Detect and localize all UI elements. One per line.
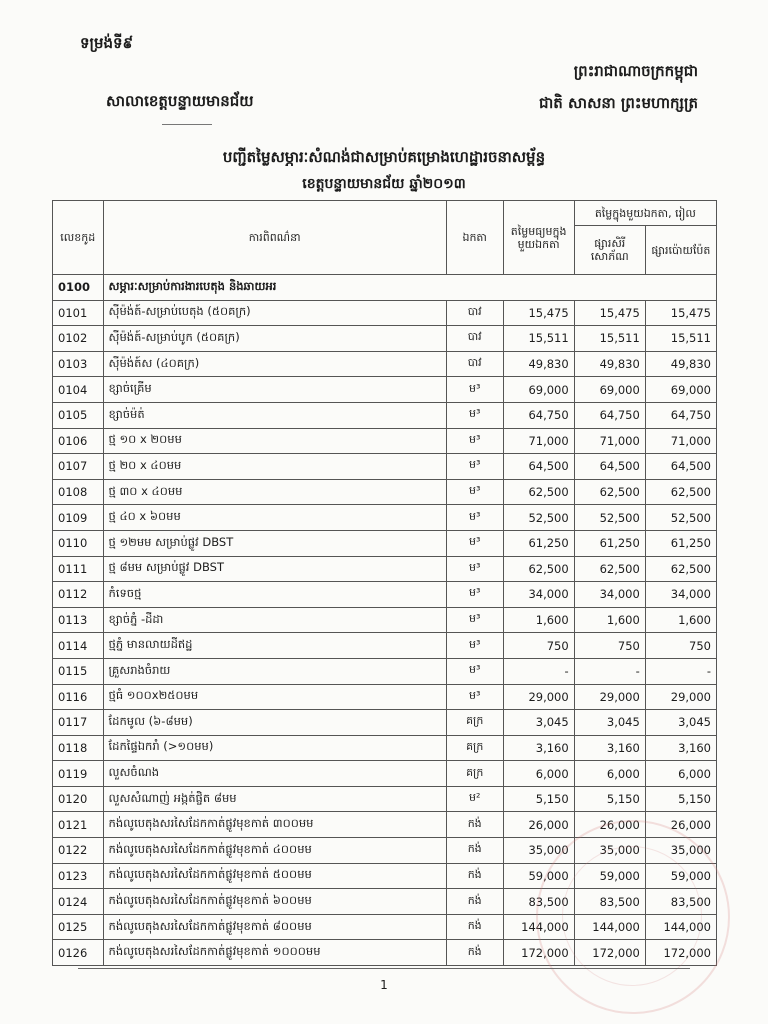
row-description: ដែកផ្ទៃឯករាំ (>១០មម) [103, 735, 446, 761]
row-market-1-price: 62,500 [574, 479, 645, 505]
row-description: ខ្សាច់ម៉ត់ [103, 402, 446, 428]
row-average-price: 34,000 [503, 582, 574, 608]
row-description: កង់លូបេតុងសរសៃដែកកាត់ផ្លូវមុខកាត់ ៣០០មម [103, 812, 446, 838]
row-market-1-price: 49,830 [574, 351, 645, 377]
row-description: ខ្សាច់ភ្នំ -ដីដា [103, 607, 446, 633]
kingdom-heading: ព្រះរាជាណាចក្រកម្ពុជា [573, 62, 698, 80]
row-average-price: 52,500 [503, 505, 574, 531]
row-average-price: 64,500 [503, 454, 574, 480]
row-average-price: 6,000 [503, 761, 574, 787]
row-description: កង់លូបេតុងសរសៃដែកកាត់ផ្លូវមុខកាត់ ១០០០មម [103, 940, 446, 966]
table-row [53, 300, 717, 326]
table-row [53, 402, 717, 428]
row-unit: គក្រ [446, 710, 503, 736]
row-average-price: 5,150 [503, 786, 574, 812]
row-market-1-price: 34,000 [574, 582, 645, 608]
row-code: 0120 [53, 786, 104, 812]
row-description: កង់លូបេតុងសរសៃដែកកាត់ផ្លូវមុខកាត់ ៦០០មម [103, 889, 446, 915]
row-unit: ម³ [446, 530, 503, 556]
row-code: 0117 [53, 710, 104, 736]
row-market-2-price: - [645, 658, 716, 684]
row-code: 0116 [53, 684, 104, 710]
row-market-1-price: 64,500 [574, 454, 645, 480]
row-market-2-price: 15,511 [645, 326, 716, 352]
row-unit: គក្រ [446, 761, 503, 787]
row-market-1-price: 52,500 [574, 505, 645, 531]
document-title: បញ្ជីតម្លៃសម្ភារៈសំណង់ជាសម្រាប់គម្រោងហេដ្ឋារចនាសម្ព័ន្ធ [222, 148, 546, 166]
row-unit: គក្រ [446, 735, 503, 761]
row-average-price: 1,600 [503, 607, 574, 633]
department-name: សាលាខេត្តបន្ទាយមានជ័យ [106, 92, 254, 110]
row-code: 0121 [53, 812, 104, 838]
column-description: ការពិពណ៌នា [103, 201, 446, 275]
row-description: កំទេចថ្ម [103, 582, 446, 608]
row-market-2-price: 144,000 [645, 914, 716, 940]
row-market-2-price: 1,600 [645, 607, 716, 633]
row-description: កង់លូបេតុងសរសៃដែកកាត់ផ្លូវមុខកាត់ ៤០០មម [103, 838, 446, 864]
column-unit: ឯកតា [446, 201, 503, 275]
table-row [53, 735, 717, 761]
row-market-2-price: 35,000 [645, 838, 716, 864]
row-unit: ម³ [446, 556, 503, 582]
row-market-2-price: 750 [645, 633, 716, 659]
table-row [53, 351, 717, 377]
row-code: 0103 [53, 351, 104, 377]
row-market-2-price: 15,475 [645, 300, 716, 326]
row-market-2-price: 69,000 [645, 377, 716, 403]
row-market-2-price: 62,500 [645, 556, 716, 582]
header-divider [162, 124, 212, 125]
row-code: 0124 [53, 889, 104, 915]
row-unit: ម³ [446, 658, 503, 684]
table-row [53, 914, 717, 940]
row-unit: បាវ [446, 351, 503, 377]
row-market-1-price: 5,150 [574, 786, 645, 812]
row-unit: ម³ [446, 454, 503, 480]
row-unit: ម³ [446, 377, 503, 403]
table-row [53, 428, 717, 454]
row-average-price: 62,500 [503, 556, 574, 582]
row-market-1-price: 172,000 [574, 940, 645, 966]
row-market-2-price: 52,500 [645, 505, 716, 531]
row-market-2-price: 26,000 [645, 812, 716, 838]
row-description: ថ្ម ១០ x ២០មម [103, 428, 446, 454]
row-market-2-price: 64,500 [645, 454, 716, 480]
row-average-price: 62,500 [503, 479, 574, 505]
document-subtitle: ខេត្តបន្ទាយមានជ័យ ឆ្នាំ២០១៣ [302, 176, 466, 192]
row-market-1-price: 144,000 [574, 914, 645, 940]
row-market-2-price: 6,000 [645, 761, 716, 787]
row-unit: កង់ [446, 863, 503, 889]
row-average-price: 750 [503, 633, 574, 659]
table-row [53, 761, 717, 787]
national-motto: ជាតិ សាសនា ព្រះមហាក្សត្រ [539, 94, 698, 112]
row-market-1-price: 1,600 [574, 607, 645, 633]
row-unit: ម³ [446, 402, 503, 428]
section-row [53, 275, 717, 301]
row-market-2-price: 29,000 [645, 684, 716, 710]
row-unit: កង់ [446, 940, 503, 966]
row-description: ថ្ម ១២មម សម្រាប់ផ្លូវ DBST [103, 530, 446, 556]
table-row [53, 812, 717, 838]
row-market-1-price: 15,475 [574, 300, 645, 326]
row-code: 0126 [53, 940, 104, 966]
row-code: 0115 [53, 658, 104, 684]
row-description: លួសចំណង [103, 761, 446, 787]
row-market-1-price: 61,250 [574, 530, 645, 556]
row-market-1-price: 750 [574, 633, 645, 659]
row-market-2-price: 5,150 [645, 786, 716, 812]
row-description: ថ្ម ៤០ x ៦០មម [103, 505, 446, 531]
row-market-2-price: 3,045 [645, 710, 716, 736]
row-average-price: 35,000 [503, 838, 574, 864]
row-market-1-price: 59,000 [574, 863, 645, 889]
row-description: ស៊ីម៉ង់ត៍ស (៤០គក្រ) [103, 351, 446, 377]
form-number: ទម្រង់ទី៩ [80, 34, 134, 52]
row-average-price: 49,830 [503, 351, 574, 377]
table-row [53, 530, 717, 556]
row-unit: ម³ [446, 633, 503, 659]
table-row [53, 863, 717, 889]
column-average-price: តម្លៃមធ្យមក្នុងមួយឯកតា [503, 201, 574, 275]
table-row [53, 889, 717, 915]
table-row [53, 326, 717, 352]
page-number: 1 [380, 978, 388, 992]
footer-divider [78, 968, 690, 969]
table-row [53, 505, 717, 531]
table-row [53, 940, 717, 966]
row-average-price: 15,475 [503, 300, 574, 326]
row-average-price: 15,511 [503, 326, 574, 352]
row-average-price: 3,045 [503, 710, 574, 736]
row-unit: កង់ [446, 889, 503, 915]
row-market-2-price: 71,000 [645, 428, 716, 454]
row-average-price: 172,000 [503, 940, 574, 966]
table-row [53, 582, 717, 608]
row-code: 0104 [53, 377, 104, 403]
price-table [52, 200, 717, 966]
row-description: ថ្ម ៣០ x ៤០មម [103, 479, 446, 505]
table-header [53, 201, 717, 275]
section-description: សម្ភារៈសម្រាប់ការងារបេតុង និងឆាយអរ [103, 275, 716, 301]
table-row [53, 633, 717, 659]
row-unit: ម³ [446, 505, 503, 531]
table-row [53, 479, 717, 505]
row-description: ដែកមូល (៦-៨មម) [103, 710, 446, 736]
column-code: លេខកូដ [53, 201, 104, 275]
row-code: 0109 [53, 505, 104, 531]
row-market-1-price: 64,750 [574, 402, 645, 428]
row-average-price: 26,000 [503, 812, 574, 838]
row-market-1-price: 62,500 [574, 556, 645, 582]
row-market-2-price: 64,750 [645, 402, 716, 428]
row-market-1-price: 83,500 [574, 889, 645, 915]
row-market-1-price: 3,160 [574, 735, 645, 761]
row-market-2-price: 172,000 [645, 940, 716, 966]
row-code: 0111 [53, 556, 104, 582]
row-description: កង់លូបេតុងសរសៃដែកកាត់ផ្លូវមុខកាត់ ៨០០មម [103, 914, 446, 940]
table-row [53, 454, 717, 480]
row-market-1-price: - [574, 658, 645, 684]
table-row [53, 658, 717, 684]
row-average-price: 69,000 [503, 377, 574, 403]
row-code: 0108 [53, 479, 104, 505]
row-description: ខ្សាច់គ្រើម [103, 377, 446, 403]
table-row [53, 377, 717, 403]
table-row [53, 838, 717, 864]
row-average-price: 61,250 [503, 530, 574, 556]
row-unit: បាវ [446, 300, 503, 326]
table-row [53, 684, 717, 710]
row-market-2-price: 34,000 [645, 582, 716, 608]
row-code: 0118 [53, 735, 104, 761]
row-unit: ម³ [446, 428, 503, 454]
row-code: 0119 [53, 761, 104, 787]
row-market-1-price: 15,511 [574, 326, 645, 352]
row-market-1-price: 3,045 [574, 710, 645, 736]
row-description: ស៊ីម៉ង់ត៍-សម្រាប់បូក (៥០គក្រ) [103, 326, 446, 352]
column-market-1: ផ្សារសិរីសោភ័ណ [574, 226, 645, 275]
row-market-1-price: 71,000 [574, 428, 645, 454]
row-unit: កង់ [446, 838, 503, 864]
row-code: 0102 [53, 326, 104, 352]
row-description: ថ្ម ៨មម សម្រាប់ផ្លូវ DBST [103, 556, 446, 582]
row-unit: ម³ [446, 607, 503, 633]
row-market-2-price: 83,500 [645, 889, 716, 915]
row-market-1-price: 26,000 [574, 812, 645, 838]
row-code: 0112 [53, 582, 104, 608]
row-market-1-price: 69,000 [574, 377, 645, 403]
row-average-price: - [503, 658, 574, 684]
row-average-price: 64,750 [503, 402, 574, 428]
row-description: ថ្ម ២០ x ៤០មម [103, 454, 446, 480]
row-unit: ម³ [446, 479, 503, 505]
row-description: ថ្មធំ ១០០x២៥០មម [103, 684, 446, 710]
row-average-price: 83,500 [503, 889, 574, 915]
row-average-price: 71,000 [503, 428, 574, 454]
row-average-price: 59,000 [503, 863, 574, 889]
row-market-1-price: 35,000 [574, 838, 645, 864]
column-market-2: ផ្សារប៉ោយប៉ែត [645, 226, 716, 275]
row-code: 0105 [53, 402, 104, 428]
row-code: 0113 [53, 607, 104, 633]
row-unit: ម² [446, 786, 503, 812]
table-row [53, 710, 717, 736]
row-code: 0101 [53, 300, 104, 326]
row-description: លួសសំណាញ់ អង្កត់ផ្ចិត ៨មម [103, 786, 446, 812]
row-market-2-price: 61,250 [645, 530, 716, 556]
section-code: 0100 [53, 275, 104, 301]
row-code: 0125 [53, 914, 104, 940]
column-group-price: តម្លៃក្នុងមួយឯកតា, រៀល [574, 201, 716, 226]
row-unit: កង់ [446, 812, 503, 838]
table-row [53, 607, 717, 633]
row-unit: ម³ [446, 684, 503, 710]
row-code: 0114 [53, 633, 104, 659]
row-market-2-price: 49,830 [645, 351, 716, 377]
row-description: ស៊ីម៉ង់ត៍-សម្រាប់បេតុង (៥០គក្រ) [103, 300, 446, 326]
row-unit: ម³ [446, 582, 503, 608]
row-description: កង់លូបេតុងសរសៃដែកកាត់ផ្លូវមុខកាត់ ៥០០មម [103, 863, 446, 889]
row-market-2-price: 62,500 [645, 479, 716, 505]
row-market-2-price: 59,000 [645, 863, 716, 889]
row-code: 0107 [53, 454, 104, 480]
row-unit: កង់ [446, 914, 503, 940]
row-market-2-price: 3,160 [645, 735, 716, 761]
table-row [53, 786, 717, 812]
row-code: 0123 [53, 863, 104, 889]
table-body [53, 275, 717, 966]
row-code: 0122 [53, 838, 104, 864]
row-market-1-price: 6,000 [574, 761, 645, 787]
row-code: 0106 [53, 428, 104, 454]
row-description: គ្រួសរាងចំរាយ [103, 658, 446, 684]
table-row [53, 556, 717, 582]
row-average-price: 29,000 [503, 684, 574, 710]
row-code: 0110 [53, 530, 104, 556]
row-unit: បាវ [446, 326, 503, 352]
row-average-price: 144,000 [503, 914, 574, 940]
row-market-1-price: 29,000 [574, 684, 645, 710]
row-average-price: 3,160 [503, 735, 574, 761]
row-description: ថ្មភ្នំ មានលាយដីឥដ្ឋ [103, 633, 446, 659]
